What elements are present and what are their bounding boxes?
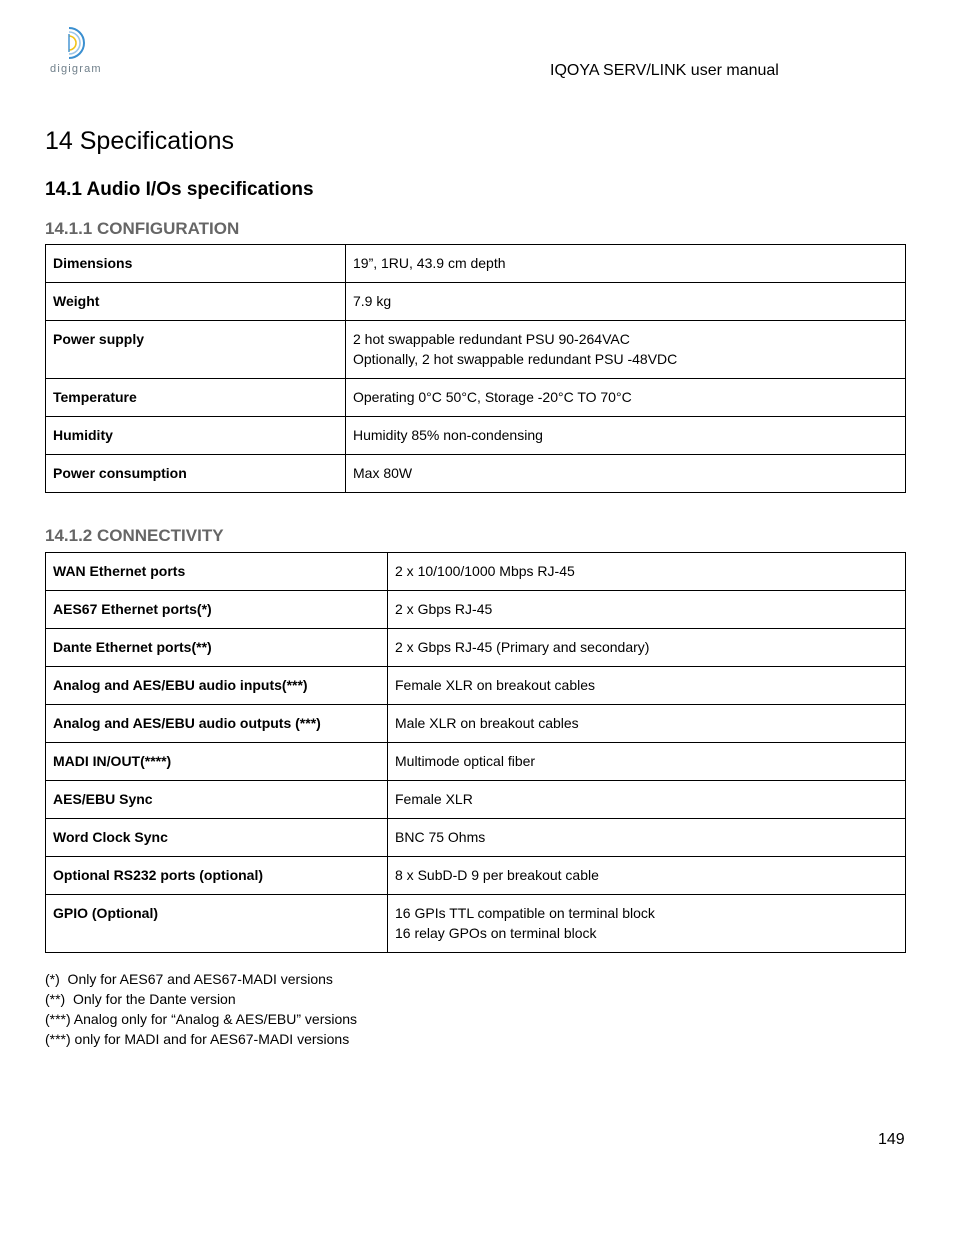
connectivity-spec-value <box>388 895 906 953</box>
spec-value-line: Multimode optical fiber <box>395 753 536 769</box>
table-row <box>46 743 906 781</box>
spec-value-line: Female XLR <box>395 791 473 807</box>
connectivity-spec-value <box>388 781 906 819</box>
configuration-spec-value <box>346 417 906 455</box>
spec-value-line: 19”, 1RU, 43.9 cm depth <box>353 255 506 271</box>
table-row <box>46 781 906 819</box>
footnotes <box>45 969 357 1049</box>
configuration-spec-value <box>346 245 906 283</box>
connectivity-spec-value <box>388 591 906 629</box>
connectivity-spec-label: Analog and AES/EBU audio inputs(***) <box>46 667 388 705</box>
table-row <box>46 417 906 455</box>
configuration-spec-value <box>346 455 906 493</box>
table-row <box>46 379 906 417</box>
connectivity-spec-label: Analog and AES/EBU audio outputs (***) <box>46 705 388 743</box>
configuration-spec-label: Weight <box>46 283 346 321</box>
spec-value-line: 2 x Gbps RJ-45 <box>395 601 493 617</box>
spec-value-line: Male XLR on breakout cables <box>395 715 579 731</box>
connectivity-spec-label: MADI IN/OUT(****) <box>46 743 388 781</box>
spec-value-line: Humidity 85% non-condensing <box>353 427 543 443</box>
table-row <box>46 895 906 953</box>
connectivity-spec-value <box>388 629 906 667</box>
table-row <box>46 321 906 379</box>
connectivity-spec-value <box>388 743 906 781</box>
configuration-spec-label: Humidity <box>46 417 346 455</box>
footnote: (***) Analog only for “Analog & AES/EBU” versions <box>45 1011 358 1027</box>
table-row <box>46 591 906 629</box>
logo-wordmark: digigram <box>50 63 102 75</box>
connectivity-spec-label: AES/EBU Sync <box>46 781 388 819</box>
connectivity-spec-value <box>388 857 906 895</box>
configuration-heading: 14.1.1 CONFIGURATION <box>45 219 240 238</box>
table-row <box>46 819 906 857</box>
table-row <box>46 705 906 743</box>
configuration-table <box>45 244 906 493</box>
configuration-spec-label: Power supply <box>46 321 346 379</box>
connectivity-heading: 14.1.2 CONNECTIVITY <box>45 526 224 545</box>
table-row <box>46 283 906 321</box>
footnote: (*) Only for AES67 and AES67-MADI versions <box>45 971 333 987</box>
digigram-logo <box>50 26 112 80</box>
spec-value-line: 2 hot swappable redundant PSU 90-264VAC <box>353 331 630 347</box>
spec-value-line: 16 relay GPOs on terminal block <box>395 925 597 941</box>
table-row <box>46 629 906 667</box>
page-number: 149 <box>878 1131 905 1148</box>
section-title: 14.1 Audio I/Os specifications <box>45 179 314 200</box>
spec-value-line: 16 GPIs TTL compatible on terminal block <box>395 905 655 921</box>
connectivity-spec-value <box>388 705 906 743</box>
spec-value-line: Operating 0°C 50°C, Storage -20°C TO 70°C <box>353 389 632 405</box>
spec-value-line: Female XLR on breakout cables <box>395 677 595 693</box>
connectivity-spec-label: AES67 Ethernet ports(*) <box>46 591 388 629</box>
configuration-spec-label: Temperature <box>46 379 346 417</box>
running-head: IQOYA SERV/LINK user manual <box>550 62 779 79</box>
connectivity-spec-label: Dante Ethernet ports(**) <box>46 629 388 667</box>
configuration-spec-label: Dimensions <box>46 245 346 283</box>
table-row <box>46 455 906 493</box>
table-row <box>46 857 906 895</box>
digigram-logo-icon <box>64 26 100 60</box>
spec-value-line: 2 x 10/100/1000 Mbps RJ-45 <box>395 563 575 579</box>
spec-value-line: BNC 75 Ohms <box>395 829 486 845</box>
connectivity-spec-label: GPIO (Optional) <box>46 895 388 953</box>
chapter-title: 14 Specifications <box>45 127 235 155</box>
connectivity-spec-label: Word Clock Sync <box>46 819 388 857</box>
table-row <box>46 245 906 283</box>
connectivity-table <box>45 552 906 953</box>
spec-value-line: 7.9 kg <box>353 293 392 309</box>
footnote: (**) Only for the Dante version <box>45 991 236 1007</box>
connectivity-spec-label: Optional RS232 ports (optional) <box>46 857 388 895</box>
spec-value-line: 8 x SubD-D 9 per breakout cable <box>395 867 599 883</box>
spec-value-line: 2 x Gbps RJ-45 (Primary and secondary) <box>395 639 650 655</box>
connectivity-spec-value <box>388 819 906 857</box>
configuration-spec-value <box>346 283 906 321</box>
connectivity-spec-value <box>388 667 906 705</box>
spec-value-line: Max 80W <box>353 465 413 481</box>
spec-value-line: Optionally, 2 hot swappable redundant PSU -48VDC <box>353 351 678 367</box>
table-row <box>46 667 906 705</box>
connectivity-spec-label: WAN Ethernet ports <box>46 553 388 591</box>
connectivity-spec-value <box>388 553 906 591</box>
configuration-spec-value <box>346 379 906 417</box>
configuration-spec-label: Power consumption <box>46 455 346 493</box>
footnote: (***) only for MADI and for AES67-MADI versions <box>45 1031 350 1047</box>
table-row <box>46 553 906 591</box>
configuration-spec-value <box>346 321 906 379</box>
